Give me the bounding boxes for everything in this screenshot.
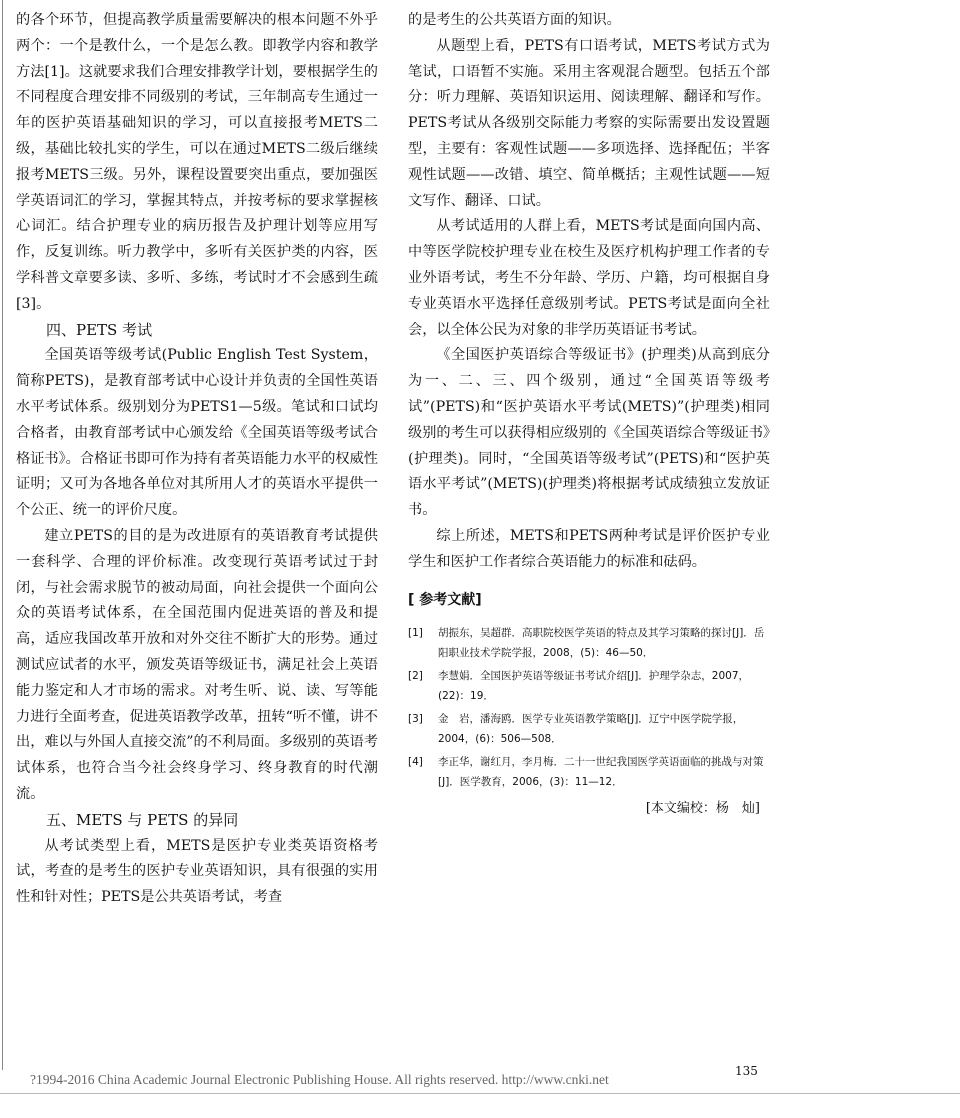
paragraph-teaching-intro: 的各个环节，但提高教学质量需要解决的根本问题不外乎两个：一个是教什么，一个是怎么教。即教学内容和教学方法[1]。这就要求我们合理安排教学计划，要根据学生的不同程度合理安排不同级别的考试，三年制高专生通过一年的医护英语基础知识的学习，可以直接报考METS二级，基础比较扎实的学生，可以在通过METS二级后继续报考METS三级。另外，课程设置要突出重点，要加强医学英语词汇的学习，掌握其特点，并按考标的要求掌握核心词汇。结合护理专业的病历报告及护理计划等应用写作，反复训练。听力教学中，多听有关医护类的内容，医学科普文章要多读、多听、多练，考试时才不会感到生疏[3]。 <box>16 12 378 312</box>
paragraph-question-types: 从题型上看，PETS有口语考试，METS考试方式为笔试，口语暂不实施。采用主客观混合题型。包括五个部分：听力理解、英语知识运用、阅读理解、翻译和写作。PETS考试从各级别交际能力考察的实际需要出发设置题型，主要有：客观性试题——多项选择、选择配伍；半客观性试题——改错、填空、简单概括；主观性试题——短文写作、翻译、口试。 <box>408 37 770 209</box>
reference-number: [2] <box>408 670 423 683</box>
editor-credit: [本文编校：杨 灿] <box>645 801 760 817</box>
page-number: 135 <box>735 1064 758 1078</box>
section-heading-pets: 四、PETS 考试 <box>46 320 153 339</box>
left-column <box>16 8 378 911</box>
paragraph-exam-type: 从考试类型上看，METS是医护专业类英语资格考试，考查的是考生的医护专业英语知识，具有很强的实用性和针对性；PETS是公共英语考试，考查 <box>16 837 378 906</box>
reference-item <box>408 666 770 706</box>
reference-text: 胡振东，吴超群．高职院校医学英语的特点及其学习策略的探讨[J]．岳阳职业技术学院学报，2008，(5)：46—50． <box>438 627 765 660</box>
reference-text: 李慧娟．全国医护英语等级证书考试介绍[J]．护理学杂志，2007，(22)：19． <box>438 670 750 703</box>
copyright-notice: ?1994-2016 China Academic Journal Electronic Publishing House. All rights reserved. http://www.cnki.net <box>30 1072 609 1087</box>
paragraph-summary: 综上所述，METS和PETS两种考试是评价医护专业学生和医护工作者综合英语能力的标准和砝码。 <box>408 527 770 570</box>
paragraph-continuation: 的是考生的公共英语方面的知识。 <box>408 12 621 28</box>
reference-item <box>408 709 770 749</box>
reference-number: [1] <box>408 627 423 640</box>
paragraph-certificate-levels: 《全国医护英语综合等级证书》(护理类)从高到底分为一、二、三、四个级别，通过“全国英语等级考试”(PETS)和“医护英语水平考试(METS)”(护理类)相同级别的考生可以获得相应级别的《全国英语综合等级证书》(护理类)。同时，“全国英语等级考试”(PETS)和“医护英语水平考试”(METS)(护理类)将根据考试成绩独立发放证书。 <box>408 347 770 519</box>
reference-text: 金 岩，潘海鸥．医学专业英语教学策略[J]．辽宁中医学院学报，2004，(6)：506—508． <box>438 713 744 746</box>
paragraph-pets-purpose: 建立PETS的目的是为改进原有的英语教育考试提供一套科学、合理的评价标准。改变现行英语考试过于封闭，与社会需求脱节的被动局面，向社会提供一个面向公众的英语考试体系，在全国范围内促进英语的普及和提高，适应我国改革开放和对外交往不断扩大的形势。通过测试应试者的水平，颁发英语等级证书，满足社会上英语能力鉴定和人才市场的需求。对考生听、说、读、写等能力进行全面考查，促进英语教学改革，扭转“听不懂，讲不出，难以与外国人直接交流”的不利局面。多级别的英语考试体系，也符合当今社会终身学习、终身教育的时代潮流。 <box>16 527 378 802</box>
right-column <box>408 8 770 822</box>
reference-number: [4] <box>408 756 423 769</box>
references-heading: [ 参考文献] <box>408 591 482 608</box>
section-heading-comparison: 五、METS 与 PETS 的异同 <box>46 810 239 829</box>
reference-text: 李正华，谢红月，李月梅．二十一世纪我国医学英语面临的挑战与对策[J]．医学教育，2006，(3)：11—12． <box>438 756 764 789</box>
footer-divider <box>0 1093 960 1094</box>
reference-number: [3] <box>408 713 423 726</box>
references-list <box>408 623 770 792</box>
page-edge-line <box>2 0 3 1070</box>
reference-item <box>408 623 770 663</box>
reference-item <box>408 752 770 792</box>
paragraph-pets-definition: 全国英语等级考试(Public English Test System，简称PETS)，是教育部考试中心设计并负责的全国性英语水平考试体系。级别划分为PETS1—5级。笔试和口试均合格者，由教育部考试中心颁发给《全国英语等级考试合格证书》。合格证书即可作为持有者英语能力水平的权威性证明；又可为各地各单位对其所用人才的英语水平提供一个公正、统一的评价尺度。 <box>16 347 378 519</box>
paragraph-target-population: 从考试适用的人群上看，METS考试是面向国内高、中等医学院校护理专业在校生及医疗机构护理工作者的专业外语考试，考生不分年龄、学历、户籍，均可根据自身专业英语水平选择任意级别考试。PETS考试是面向全社会，以全体公民为对象的非学历英语证书考试。 <box>408 218 770 338</box>
